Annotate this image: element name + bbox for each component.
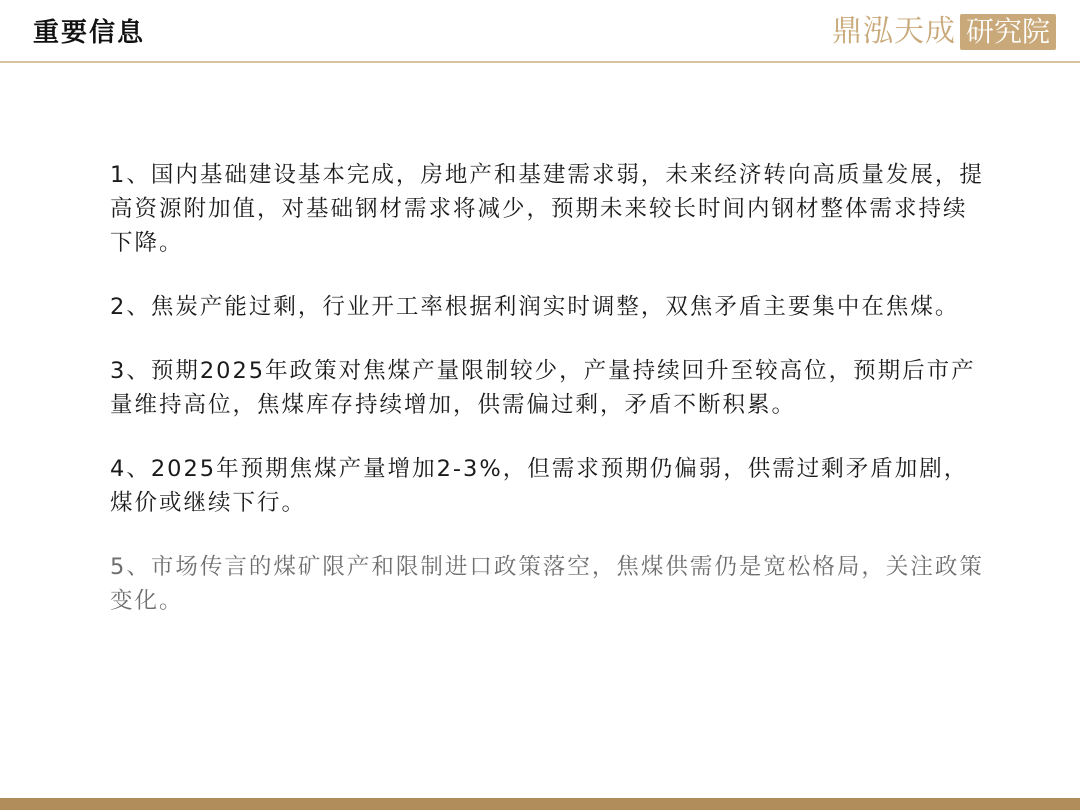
list-item-3: 3、预期2025年政策对焦煤产量限制较少，产量持续回升至较高位，预期后市产量维持高位，焦煤库存持续增加，供需偏过剩，矛盾不断积累。: [110, 358, 976, 418]
header-divider: [0, 61, 1080, 63]
page-title: 重要信息: [33, 18, 146, 48]
logo-script: 鼎泓天成: [831, 14, 956, 49]
footer-bar: [0, 798, 1080, 810]
list-item-4: 4、2025年预期焦煤产量增加2-3%，但需求预期仍偏弱，供需过剩矛盾加剧，煤价或继续下行。: [110, 456, 969, 516]
content-list: [110, 158, 990, 648]
logo: [832, 12, 1056, 52]
list-item-2: 2、焦炭产能过剩，行业开工率根据利润实时调整，双焦矛盾主要集中在焦煤。: [110, 294, 960, 320]
list-item-5: 5、市场传言的煤矿限产和限制进口政策落空，焦煤供需仍是宽松格局，关注政策变化。: [110, 554, 984, 614]
header: [0, 0, 1080, 62]
logo-box: 研究院: [960, 14, 1056, 50]
list-item-1: 1、国内基础建设基本完成，房地产和基建需求弱，未来经济转向高质量发展，提高资源附加值，对基础钢材需求将减少，预期未来较长时间内钢材整体需求持续下降。: [110, 162, 984, 256]
